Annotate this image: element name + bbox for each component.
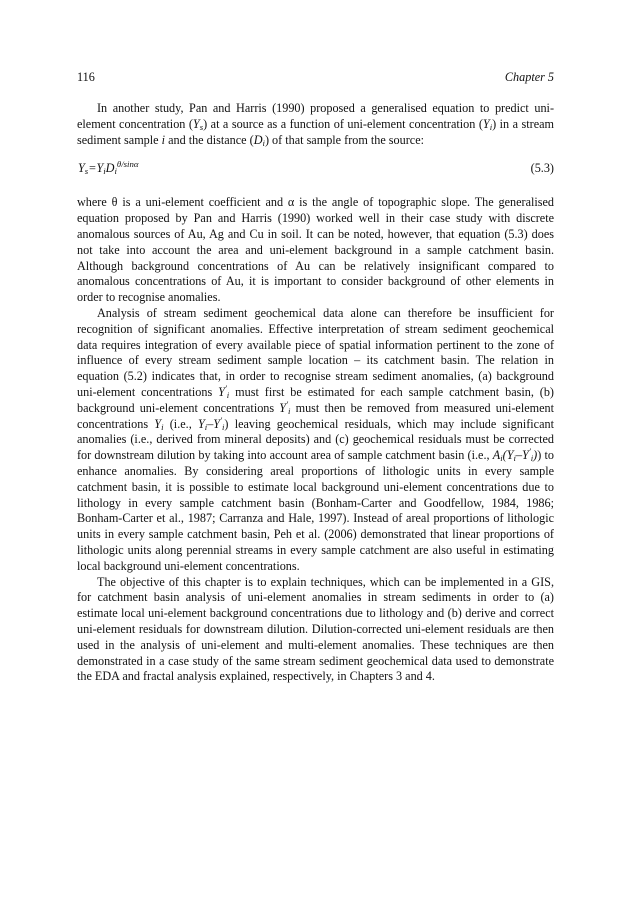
paragraph-objective: The objective of this chapter is to explain techniques, which can be implemented in a GIS, for catchment basin analysis of uni-element anomalies in stream sediments in order to (a) estimate local uni-element background concentrations due to lithology and (b) derive and correct uni-element residuals for downstream dilution. Dilution-corrected uni-element residuals are then used in the analysis of uni-element and multi-element anomalies. These techniques are then demonstrated in a case study of the same stream sediment geochemical data used to demonstrate the EDA and fractal analysis explained, respectively, in Chapters 3 and 4. — [77, 574, 554, 684]
paragraph-where: where θ is a uni-element coefficient and α is the angle of topographic slope. The generalised equation proposed by Pan and Harris (1990) worked well in their case study with discrete anomalous sources of Au, Ag and Cu in soil. It can be noted, however, that equation (5.3) does not take into account the area and uni-element background in a sample catchment basin. Although background concentrations of Au can be relatively insignificant compared to anomalous concentrations of Au, it is important to consider background of other elements in order to recognise anomalies. — [77, 195, 554, 305]
chapter-label: Chapter 5 — [504, 70, 554, 84]
paragraph-analysis: Analysis of stream sediment geochemical data alone can therefore be insufficient for recognition of significant anomalies. Effective interpretation of stream sediment geochemical data requires integration of every available piece of spatial information pertinent to the zone of influence of every stream sediment sample location – its catchment basin. The relation in equation (5.2) indicates that, in order to recognise stream sediment anomalies, (a) background uni-element concentrations $Y'_i$ must first be estimated for each sample catchment basin, (b) background uni-element concentrations $Y'_i$ must then be removed from measured uni-element concentrations $Y_i$ (i.e., $Y_i-Y'_i$) leaving geochemical residuals, which may include significant anomalies (i.e., derived from mineral deposits) and (c) geochemical residuals must be corrected for downstream dilution by taking into account area of sample catchment basin (i.e., $A_i(Y_i-Y'_i)$) to enhance anomalies. By considering areal proportions of lithologic units in every sample catchment basin, it is possible to estimate local background uni-element concentrations due to lithology in every sample catchment basin (Bonham-Carter and Goodfellow, 1984, 1986; Bonham-Carter et al., 1987; Carranza and Hale, 1997). Instead of areal proportions of lithologic units in every sample catchment basin, Peh et al. (2006) demonstrated that linear proportions of lithologic units along perennial streams in every sample catchment are also useful in estimating local background uni-element concentrations. — [77, 305, 554, 573]
equation-5-3 — [77, 160, 554, 180]
paragraph-intro: In another study, Pan and Harris (1990) proposed a generalised equation to predict uni-element concentration $(Y_s)$ at a source as a function of uni-element concentration $(Y_i)$ in a stream sediment sample i and the distance $(D_i)$ of that sample from the source: — [77, 101, 554, 148]
equation-expression: $Y_s=Y_iD_i^{\theta/sin\alpha}$ — [78, 159, 139, 177]
equation-number: (5.3) — [530, 161, 554, 176]
page-number: 116 — [77, 70, 95, 84]
running-header — [77, 70, 554, 84]
body-text — [77, 101, 554, 685]
